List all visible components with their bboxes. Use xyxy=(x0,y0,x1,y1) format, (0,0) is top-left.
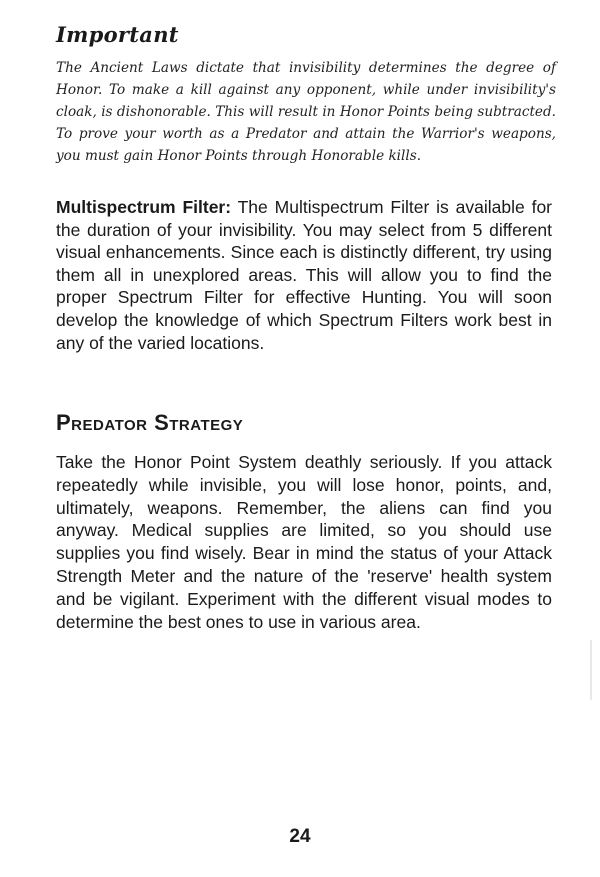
important-body: The Ancient Laws dictate that invisibility determines the degree of Honor. To make a kill against any opponent, while under invisibility's cloak, is dishonorable. This will result in Honor Points being subtracted. To prove your worth as a Predator and attain the Warrior's weapons, you must gain Honor Points through Honorable kills. xyxy=(56,60,556,164)
page-edge-mark xyxy=(590,640,592,700)
section-heading-predator-strategy: Predator Strategy xyxy=(56,410,244,435)
multispectrum-filter-paragraph xyxy=(56,196,552,354)
important-title: Important xyxy=(56,22,179,47)
multispectrum-filter-text: The Multispectrum Filter is available for the duration of your invisibility. You may select from 5 different visual enhancements. Since each is distinctly different, try using them all in unexplored areas. This will allow you to find the proper Spectrum Filter for effective Hunting. You will soon develop the knowledge of which Spectrum Filters work best in any of the varied locations. xyxy=(56,197,553,353)
important-note xyxy=(56,22,556,167)
page-number: 24 xyxy=(289,826,311,847)
multispectrum-filter-label: Multispectrum Filter: xyxy=(56,197,232,217)
predator-strategy-paragraph: Take the Honor Point System deathly seriously. If you attack repeatedly while invisible, you will lose honor, points, and, ultimately, weapons. Remember, the aliens can find you anyway. Medical supplies are limited, so you should use supplies you find wisely. Bear in mind the status of your Attack Strength Meter and the nature of the 'reserve' health system and be vigilant. Experiment with the different visual modes to determine the best ones to use in various area. xyxy=(56,452,552,632)
